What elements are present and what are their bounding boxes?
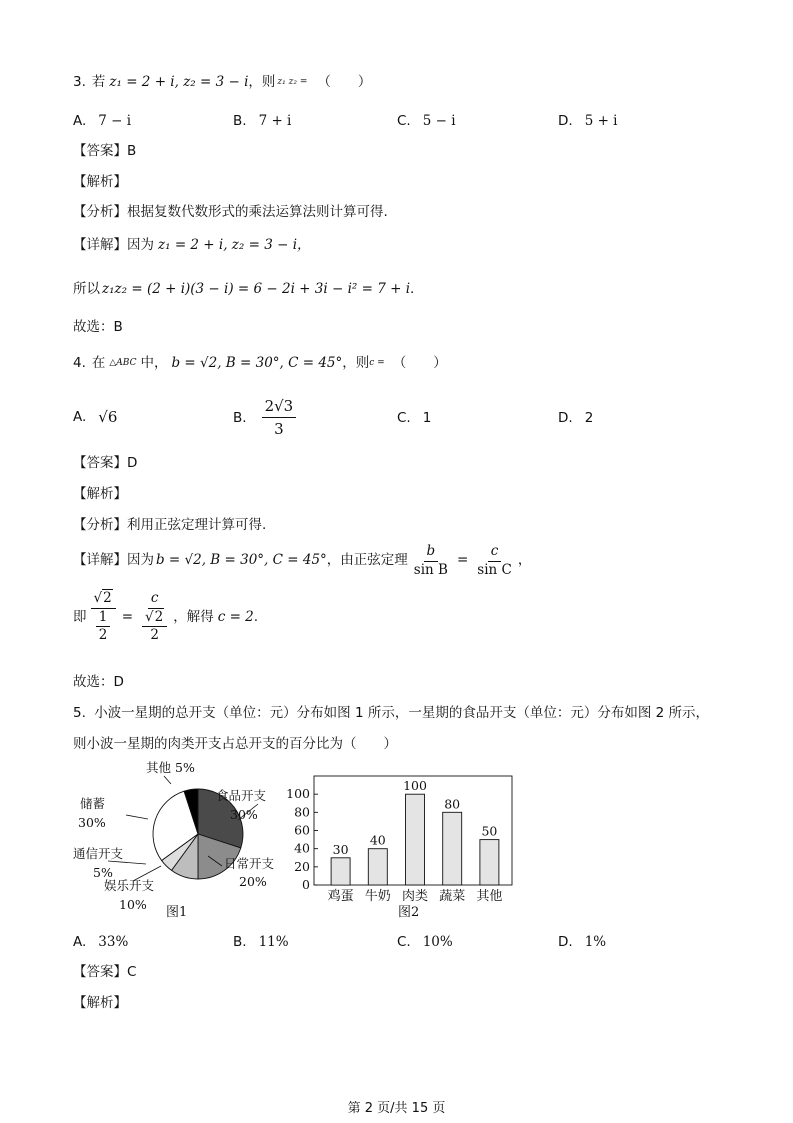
- page-footer: 第 2 页/共 15 页: [347, 1101, 446, 1116]
- pie-label-save-name: 储蓄: [80, 796, 106, 811]
- q4-option-d: D. 2: [558, 410, 594, 426]
- pie-label-food-name: 食品开支: [216, 788, 267, 803]
- q3-option-d: D. 5 + i: [558, 113, 618, 129]
- bar-2: [406, 794, 425, 885]
- category-label-4: 其他: [476, 889, 503, 904]
- q5-stem-line2: 则小波一星期的肉类开支占总开支的百分比为（ ）: [73, 736, 397, 752]
- category-label-1: 牛奶: [364, 889, 391, 904]
- q5-option-a: A. 33%: [73, 934, 129, 950]
- q5-analysis-label: 【解析】: [73, 995, 127, 1011]
- leader-save: [126, 815, 148, 819]
- pie-label-ent-name: 娱乐开支: [104, 878, 155, 893]
- q3-option-a: A. 7 − i: [73, 113, 132, 129]
- pie-label-ent-value: 10%: [119, 897, 147, 912]
- q3-stem: 3. 若 z₁ = 2 + i, z₂ = 3 − i ，则 z₁ z₂ = （ ）: [73, 74, 372, 90]
- category-label-3: 蔬菜: [439, 889, 466, 904]
- q4-triangle: △ABC: [109, 358, 137, 369]
- y-tick-label-1: 20: [294, 858, 310, 874]
- q3-condition: z₁ = 2 + i, z₂ = 3 − i: [109, 74, 249, 90]
- figure1-pie-chart: [66, 758, 294, 918]
- q4-stem: 4. 在 △ABC 中， b = √2, B = 30°, C = 45° ，则 c = （ ）: [73, 355, 447, 371]
- leader-comm: [108, 861, 146, 864]
- q4-fenxi: 【分析】利用正弦定理计算可得.: [73, 517, 267, 533]
- q4-given: b = √2, B = 30°, C = 45°: [171, 355, 343, 371]
- bar-4: [480, 840, 499, 885]
- pie-label-other-name: 其他: [146, 760, 172, 775]
- pie-label-daily-value: 20%: [239, 874, 267, 889]
- pie-label-food-value: 30%: [230, 807, 258, 822]
- q3-analysis-label: 【解析】: [73, 174, 127, 190]
- y-tick-label-4: 80: [294, 804, 310, 820]
- bar-value-label-4: 50: [481, 823, 498, 839]
- y-tick-label-5: 100: [286, 786, 310, 802]
- bar-value-label-0: 30: [332, 841, 349, 857]
- q3-ask: z₁ z₂ =: [277, 77, 308, 88]
- leader-other: [164, 776, 171, 784]
- figure1-caption: 图1: [166, 905, 188, 920]
- pie-label-other-value: 5%: [175, 760, 195, 775]
- y-tick-label-2: 40: [294, 840, 310, 856]
- bar-0: [331, 858, 350, 885]
- q3-blank: （ ）: [317, 74, 372, 90]
- q5-option-d: D. 1%: [558, 934, 607, 950]
- bar-1: [368, 849, 387, 885]
- y-tick-label-0: 0: [302, 877, 310, 892]
- figure2-caption: 图2: [398, 905, 420, 920]
- q5-option-c: C. 10%: [397, 934, 453, 950]
- q5-option-b: B. 11%: [233, 934, 289, 950]
- q3-xiangjie: 【详解】 因为 z₁ = 2 + i, z₂ = 3 − i，: [73, 237, 311, 253]
- bar-value-label-1: 40: [369, 832, 386, 848]
- q4-solve: 即 $\frac{√2}{\frac{1}{2}}$ = $\frac{c}{\frac{√2}{2}}$ ，解得 c = 2 .: [73, 590, 259, 643]
- q5-answer: 【答案】C: [73, 964, 137, 980]
- bar-value-label-3: 80: [444, 796, 461, 812]
- bar-value-label-2: 100: [403, 778, 427, 794]
- q4-answer: 【答案】D: [73, 455, 138, 471]
- pie-label-comm-value: 5%: [93, 865, 113, 880]
- q4-option-c: C. 1: [397, 410, 432, 426]
- q4-analysis-label: 【解析】: [73, 486, 127, 502]
- q4-blank: （ ）: [392, 355, 447, 371]
- pie-label-daily-name: 日常开支: [224, 856, 275, 871]
- pie-label-save-value: 30%: [78, 815, 106, 830]
- bar-3: [443, 812, 462, 885]
- q4-xiangjie: 【详解】 因为 b = √2, B = 30°, C = 45° ，由正弦定理 $\frac{b}{\text{sin B}}$ = $\frac{c}{\text{sin C}}$ ，: [73, 543, 532, 578]
- q4-option-a: A. √6: [73, 408, 118, 426]
- q4-guxuan: 故选：D: [73, 674, 124, 690]
- y-tick-label-3: 60: [294, 822, 310, 838]
- q3-answer: 【答案】B: [73, 143, 137, 159]
- q3-fenxi: 【分析】根据复数代数形式的乘法运算法则计算可得.: [73, 204, 388, 220]
- q3-number: 3.: [73, 74, 86, 90]
- q4-option-b: B. $\frac{2√3}{3}$: [233, 397, 299, 438]
- category-label-2: 肉类: [401, 889, 429, 904]
- q3-guxuan: 故选：B: [73, 319, 123, 335]
- pie-label-comm-name: 通信开支: [73, 846, 124, 861]
- q3-calculation: 所以 z₁z₂ = (2 + i)(3 − i) = 6 − 2i + 3i − i² = 7 + i .: [73, 281, 415, 297]
- category-label-0: 鸡蛋: [327, 889, 354, 904]
- q3-option-c: C. 5 − i: [397, 113, 456, 129]
- figure2-bar-chart: [282, 768, 522, 908]
- q5-stem-line1: 5. 小波一星期的总开支（单位：元）分布如图 1 所示，一星期的食品开支（单位：元）分布如图 2 所示，: [73, 705, 710, 721]
- q3-option-b: B. 7 + i: [233, 113, 292, 129]
